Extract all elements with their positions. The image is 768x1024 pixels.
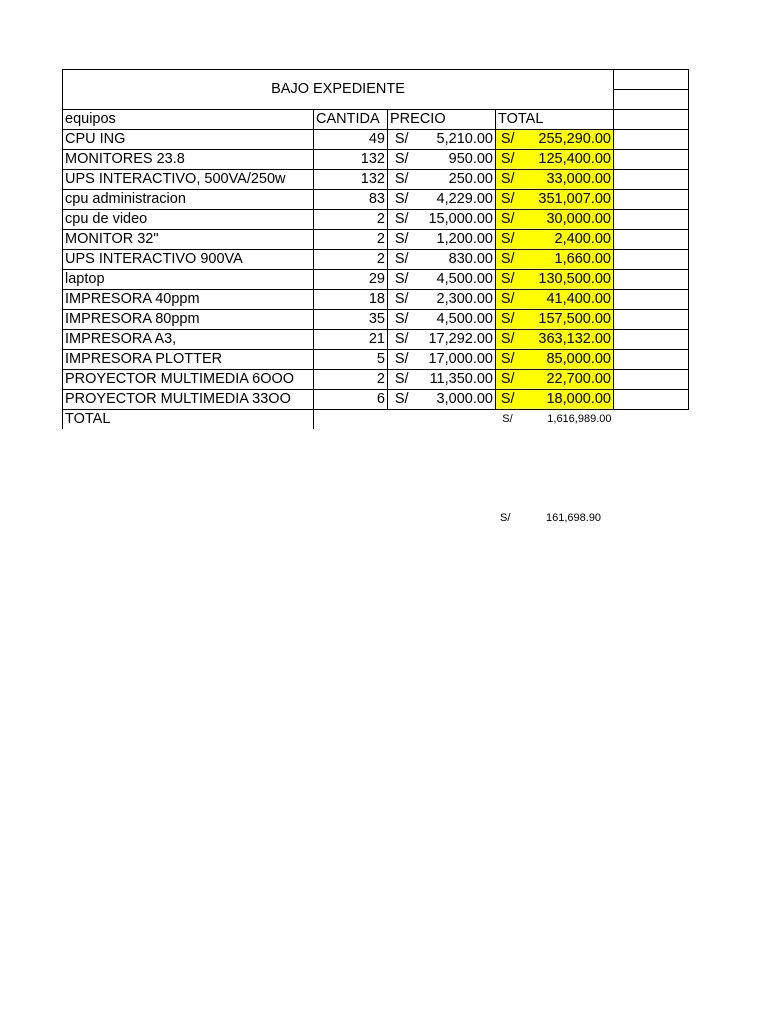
equipment-name[interactable]: UPS INTERACTIVO, 500VA/250w: [63, 170, 314, 190]
price-currency[interactable]: S/: [388, 130, 416, 150]
empty-cell[interactable]: [614, 90, 689, 110]
quantity[interactable]: 132: [314, 170, 388, 190]
table-row: [63, 310, 689, 330]
total-value[interactable]: 18,000.00: [520, 390, 614, 410]
price-currency[interactable]: S/: [388, 190, 416, 210]
total-currency[interactable]: S/: [496, 190, 520, 210]
total-label[interactable]: TOTAL: [63, 410, 314, 430]
empty-cell[interactable]: [614, 110, 689, 130]
price-value[interactable]: 250.00: [416, 170, 496, 190]
equipment-name[interactable]: cpu de video: [63, 210, 314, 230]
empty-cell[interactable]: [614, 350, 689, 370]
equipment-name[interactable]: IMPRESORA 80ppm: [63, 310, 314, 330]
equipment-name[interactable]: PROYECTOR MULTIMEDIA 33OO: [63, 390, 314, 410]
price-currency[interactable]: S/: [388, 290, 416, 310]
total-value[interactable]: 255,290.00: [520, 130, 614, 150]
total-row: [63, 410, 689, 430]
grand-total-currency[interactable]: S/: [502, 413, 513, 425]
price-value[interactable]: 15,000.00: [416, 210, 496, 230]
total-value[interactable]: 22,700.00: [520, 370, 614, 390]
quantity[interactable]: 132: [314, 150, 388, 170]
price-value[interactable]: 3,000.00: [416, 390, 496, 410]
price-currency[interactable]: S/: [388, 170, 416, 190]
total-value[interactable]: 33,000.00: [520, 170, 614, 190]
price-currency[interactable]: S/: [388, 210, 416, 230]
table-row: [63, 130, 689, 150]
extra-currency: S/: [500, 512, 511, 524]
quantity[interactable]: 2: [314, 210, 388, 230]
empty-cell[interactable]: [314, 410, 496, 430]
price-value[interactable]: 950.00: [416, 150, 496, 170]
empty-cell[interactable]: [614, 250, 689, 270]
price-value[interactable]: 5,210.00: [416, 130, 496, 150]
price-currency[interactable]: S/: [388, 230, 416, 250]
table-row: [63, 270, 689, 290]
equipment-table: [62, 69, 689, 429]
price-value[interactable]: 17,292.00: [416, 330, 496, 350]
table-row: [63, 190, 689, 210]
total-currency[interactable]: S/: [496, 370, 520, 390]
table-row: [63, 250, 689, 270]
table-row: [63, 150, 689, 170]
header-equipos[interactable]: equipos: [63, 110, 314, 130]
equipment-name[interactable]: MONITOR 32": [63, 230, 314, 250]
equipment-name[interactable]: MONITORES 23.8: [63, 150, 314, 170]
table-row: [63, 330, 689, 350]
extra-value[interactable]: 161,698.90: [546, 512, 602, 524]
table-row: [63, 370, 689, 390]
empty-cell[interactable]: [614, 410, 689, 430]
quantity[interactable]: 83: [314, 190, 388, 210]
quantity[interactable]: 18: [314, 290, 388, 310]
total-currency[interactable]: S/: [496, 250, 520, 270]
total-currency[interactable]: S/: [496, 170, 520, 190]
total-currency[interactable]: S/: [496, 330, 520, 350]
price-value[interactable]: 1,200.00: [416, 230, 496, 250]
total-value[interactable]: 351,007.00: [520, 190, 614, 210]
equipment-name[interactable]: IMPRESORA 40ppm: [63, 290, 314, 310]
empty-cell[interactable]: [614, 390, 689, 410]
equipment-name[interactable]: UPS INTERACTIVO 900VA: [63, 250, 314, 270]
table-row: [63, 230, 689, 250]
equipment-name[interactable]: laptop: [63, 270, 314, 290]
price-currency[interactable]: S/: [388, 270, 416, 290]
header-precio[interactable]: PRECIO: [388, 110, 496, 130]
table-row: [63, 210, 689, 230]
table-row: [63, 390, 689, 410]
quantity[interactable]: 2: [314, 250, 388, 270]
equipment-name[interactable]: IMPRESORA A3,: [63, 330, 314, 350]
total-currency[interactable]: S/: [496, 350, 520, 370]
total-value[interactable]: 85,000.00: [520, 350, 614, 370]
price-currency[interactable]: S/: [388, 350, 416, 370]
total-currency[interactable]: S/: [496, 390, 520, 410]
total-value[interactable]: 2,400.00: [520, 230, 614, 250]
header-total[interactable]: TOTAL: [496, 110, 614, 130]
total-currency[interactable]: S/: [496, 310, 520, 330]
price-value[interactable]: 4,229.00: [416, 190, 496, 210]
empty-cell[interactable]: [614, 370, 689, 390]
total-value[interactable]: 125,400.00: [520, 150, 614, 170]
price-currency[interactable]: S/: [388, 370, 416, 390]
empty-cell[interactable]: [614, 170, 689, 190]
empty-cell[interactable]: [614, 330, 689, 350]
price-value[interactable]: 11,350.00: [416, 370, 496, 390]
title-row: [63, 70, 689, 90]
total-value[interactable]: 363,132.00: [520, 330, 614, 350]
total-currency[interactable]: S/: [496, 290, 520, 310]
price-value[interactable]: 2,300.00: [416, 290, 496, 310]
quantity[interactable]: 29: [314, 270, 388, 290]
quantity[interactable]: 6: [314, 390, 388, 410]
price-value[interactable]: 4,500.00: [416, 270, 496, 290]
table-row: [63, 170, 689, 190]
spreadsheet: [62, 69, 689, 429]
total-value[interactable]: 30,000.00: [520, 210, 614, 230]
grand-total-value[interactable]: 1,616,989.00: [547, 413, 612, 425]
table-row: [63, 290, 689, 310]
price-currency[interactable]: S/: [388, 330, 416, 350]
price-value[interactable]: 830.00: [416, 250, 496, 270]
header-cantidad[interactable]: CANTIDA: [314, 110, 388, 130]
empty-cell[interactable]: [614, 70, 689, 90]
total-value[interactable]: 41,400.00: [520, 290, 614, 310]
price-currency[interactable]: S/: [388, 390, 416, 410]
equipment-name[interactable]: CPU ING: [63, 130, 314, 150]
empty-cell[interactable]: [614, 310, 689, 330]
price-currency[interactable]: S/: [388, 250, 416, 270]
price-currency[interactable]: S/: [388, 310, 416, 330]
quantity[interactable]: 2: [314, 230, 388, 250]
total-value[interactable]: 1,660.00: [520, 250, 614, 270]
empty-cell[interactable]: [614, 130, 689, 150]
empty-cell[interactable]: [614, 290, 689, 310]
total-value[interactable]: 130,500.00: [520, 270, 614, 290]
price-value[interactable]: 17,000.00: [416, 350, 496, 370]
price-value[interactable]: 4,500.00: [416, 310, 496, 330]
empty-cell[interactable]: [614, 230, 689, 250]
total-currency[interactable]: S/: [496, 270, 520, 290]
quantity[interactable]: 21: [314, 330, 388, 350]
empty-cell[interactable]: [614, 210, 689, 230]
total-currency[interactable]: S/: [496, 210, 520, 230]
table-row: [63, 350, 689, 370]
quantity[interactable]: 49: [314, 130, 388, 150]
price-currency[interactable]: S/: [388, 150, 416, 170]
quantity[interactable]: 5: [314, 350, 388, 370]
sheet-title[interactable]: BAJO EXPEDIENTE: [63, 70, 614, 110]
quantity[interactable]: 2: [314, 370, 388, 390]
empty-cell[interactable]: [614, 190, 689, 210]
equipment-name[interactable]: PROYECTOR MULTIMEDIA 6OOO: [63, 370, 314, 390]
total-currency[interactable]: S/: [496, 130, 520, 150]
quantity[interactable]: 35: [314, 310, 388, 330]
equipment-name[interactable]: IMPRESORA PLOTTER: [63, 350, 314, 370]
total-currency[interactable]: S/: [496, 150, 520, 170]
empty-cell[interactable]: [614, 150, 689, 170]
equipment-name[interactable]: cpu administracion: [63, 190, 314, 210]
empty-cell[interactable]: [614, 270, 689, 290]
header-row: [63, 110, 689, 130]
total-value[interactable]: 157,500.00: [520, 310, 614, 330]
total-currency[interactable]: S/: [496, 230, 520, 250]
